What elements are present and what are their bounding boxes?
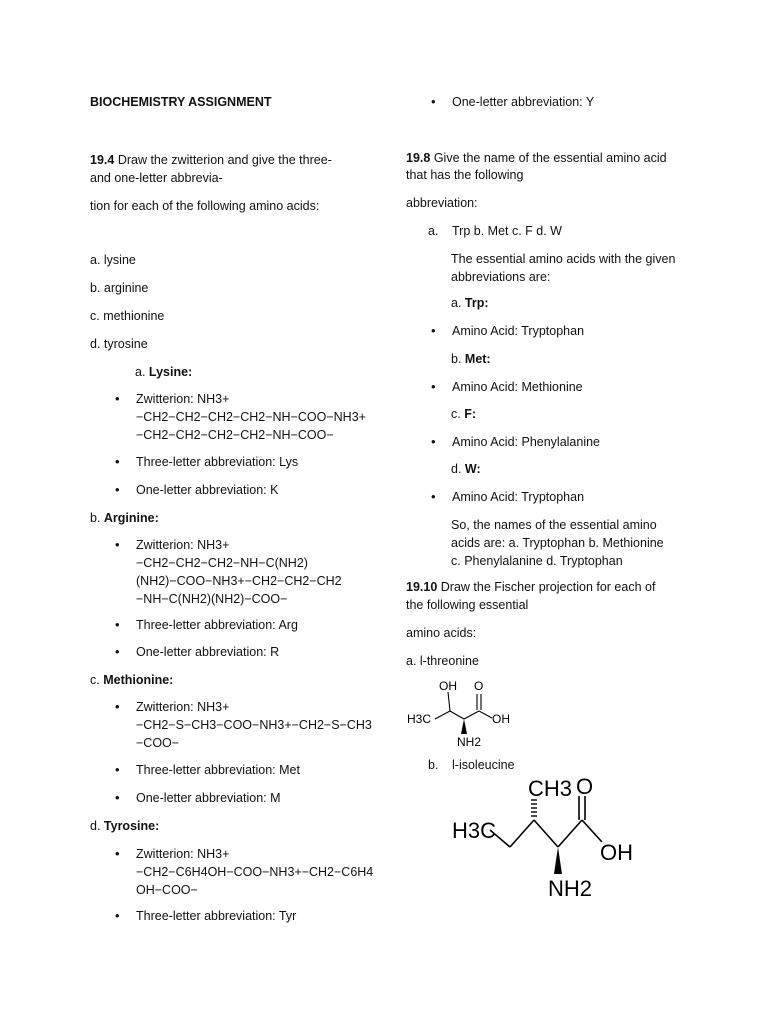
text-line: One-letter abbreviation: Y	[452, 95, 595, 109]
list-item: b. arginine	[90, 281, 149, 295]
bullet-icon: •	[115, 790, 120, 805]
question-text: Draw the Fischer projection for each of	[437, 580, 656, 594]
wedge-bond	[461, 719, 467, 734]
threonine-structure-diagram	[406, 676, 516, 748]
ile-h3c-label: H3C	[452, 818, 497, 843]
text-line: Three-letter abbreviation: Lys	[136, 455, 299, 469]
heading-prefix: a.	[451, 296, 465, 310]
heading-label: Methionine:	[103, 673, 174, 687]
ile-o-label: O	[576, 774, 594, 799]
question-19-8-options	[428, 222, 562, 240]
heading-prefix: b.	[451, 352, 465, 366]
bullet-icon: •	[115, 908, 120, 923]
thr-o-label: O	[474, 679, 484, 693]
hashed-bond	[531, 800, 537, 816]
option-prefix: a.	[428, 224, 439, 238]
text-line: Zwitterion: NH3+	[136, 847, 230, 861]
text-line: −CH2−S−CH3−COO−NH3+−CH2−S−CH3	[136, 718, 372, 732]
question-19-8-line2: that has the following	[406, 168, 524, 182]
text-line: acids are: a. Tryptophan b. Methionine	[451, 536, 664, 550]
bullet-icon: •	[431, 489, 436, 504]
bullet-icon: •	[431, 323, 436, 338]
heading-prefix: c.	[90, 673, 104, 687]
arginine-heading	[90, 509, 159, 527]
question-19-10-line2: the following essential	[406, 598, 529, 612]
text-line: One-letter abbreviation: R	[136, 645, 280, 659]
question-text: Give the name of the essential amino acid	[430, 151, 667, 165]
heading-prefix: b.	[90, 511, 104, 525]
question-19-8-line1	[406, 149, 667, 167]
question-number: 19.10	[406, 580, 438, 594]
bullet-icon: •	[431, 434, 436, 449]
thr-oh-label: OH	[439, 679, 457, 693]
threonine-bonds	[435, 692, 492, 719]
threonine-label: a. l-threonine	[406, 654, 479, 668]
heading-label: Met:	[464, 352, 491, 366]
text-line: −NH−C(NH2)(NH2)−COO−	[136, 592, 288, 606]
text-line: −CH2−CH2−CH2−NH−C(NH2)	[136, 556, 308, 570]
option-text: Trp b. Met c. F d. W	[452, 224, 562, 238]
heading-label: Arginine:	[103, 511, 159, 525]
option-prefix: b.	[428, 758, 439, 772]
question-19-8-line3: abbreviation:	[406, 196, 478, 210]
bullet-icon: •	[115, 762, 120, 777]
tyrosine-heading	[90, 817, 159, 835]
text-line: Amino Acid: Phenylalanine	[452, 435, 601, 449]
question-text: Draw the zwitterion and give the three-	[114, 153, 332, 167]
bullet-icon: •	[115, 846, 120, 861]
text-line: Three-letter abbreviation: Tyr	[136, 909, 297, 923]
page-title: BIOCHEMISTRY ASSIGNMENT	[90, 95, 272, 109]
text-line: The essential amino acids with the given	[451, 252, 676, 266]
heading-prefix: d.	[90, 819, 104, 833]
text-line: OH−COO−	[136, 883, 198, 897]
question-19-4-line2: and one-letter abbrevia-	[90, 171, 223, 185]
list-item: c. methionine	[90, 309, 165, 323]
question-number: 19.8	[406, 151, 431, 165]
trp-heading	[451, 294, 489, 312]
ile-nh2-label: NH2	[548, 876, 593, 901]
met-heading	[451, 350, 491, 368]
heading-prefix: c.	[451, 407, 465, 421]
bullet-icon: •	[115, 537, 120, 552]
text-line: Amino Acid: Tryptophan	[452, 324, 585, 338]
ile-ch3-label: CH3	[528, 776, 573, 801]
isoleucine-label-row	[428, 756, 515, 774]
lysine-heading	[135, 363, 192, 381]
text-line: Zwitterion: NH3+	[136, 700, 230, 714]
bullet-icon: •	[431, 379, 436, 394]
heading-label: Trp:	[464, 296, 489, 310]
list-item: d. tyrosine	[90, 337, 148, 351]
question-19-10-line1	[406, 578, 655, 596]
question-19-10-line3: amino acids:	[406, 626, 477, 640]
text-line: (NH2)−COO−NH3+−CH2−CH2−CH2	[136, 574, 342, 588]
text-line: Amino Acid: Methionine	[452, 380, 583, 394]
answer-summary	[451, 516, 664, 570]
text-line: Three-letter abbreviation: Met	[136, 763, 300, 777]
text-line: Three-letter abbreviation: Arg	[136, 618, 298, 632]
text-line: −COO−	[136, 736, 180, 750]
bullet-icon: •	[115, 391, 120, 406]
question-number: 19.4	[90, 153, 115, 167]
text-line: One-letter abbreviation: M	[136, 791, 281, 805]
thr-oh2-label: OH	[492, 712, 510, 726]
heading-prefix: a.	[135, 365, 149, 379]
heading-label: Lysine:	[148, 365, 193, 379]
answer-intro	[451, 250, 675, 286]
thr-nh2-label: NH2	[457, 735, 482, 748]
bullet-icon: •	[115, 617, 120, 632]
text-line: c. Phenylalanine d. Tryptophan	[451, 554, 623, 568]
text-line: Amino Acid: Tryptophan	[452, 490, 585, 504]
text-line: So, the names of the essential amino	[451, 518, 657, 532]
text-line: −CH2−C6H4OH−COO−NH3+−CH2−C6H4	[136, 865, 374, 879]
text-line: −CH2−CH2−CH2−CH2−NH−COO−	[136, 428, 334, 442]
bullet-icon: •	[115, 482, 120, 497]
heading-label: W:	[464, 462, 481, 476]
text-line: −CH2−CH2−CH2−CH2−NH−COO−NH3+	[136, 410, 366, 424]
question-19-4-line1	[90, 151, 332, 169]
text-line: Zwitterion: NH3+	[136, 392, 230, 406]
bullet-icon: •	[115, 454, 120, 469]
wedge-bond	[554, 847, 562, 874]
bullet-icon: •	[431, 94, 436, 109]
text-line: Zwitterion: NH3+	[136, 538, 230, 552]
thr-h3c-label: H3C	[407, 712, 432, 726]
text-line: abbreviations are:	[451, 270, 551, 284]
bullet-icon: •	[115, 699, 120, 714]
isoleucine-structure-diagram	[450, 770, 640, 910]
bullet-icon: •	[115, 644, 120, 659]
heading-prefix: d.	[451, 462, 465, 476]
text-line: One-letter abbreviation: K	[136, 483, 279, 497]
list-item: a. lysine	[90, 253, 136, 267]
isoleucine-label: l-isoleucine	[452, 758, 515, 772]
methionine-heading	[90, 671, 173, 689]
isoleucine-bonds	[490, 796, 602, 847]
f-heading	[451, 405, 476, 423]
question-19-4-line3: tion for each of the following amino acids:	[90, 199, 320, 213]
w-heading	[451, 460, 481, 478]
heading-label: F:	[464, 407, 477, 421]
ile-oh-label: OH	[600, 840, 633, 865]
heading-label: Tyrosine:	[103, 819, 160, 833]
